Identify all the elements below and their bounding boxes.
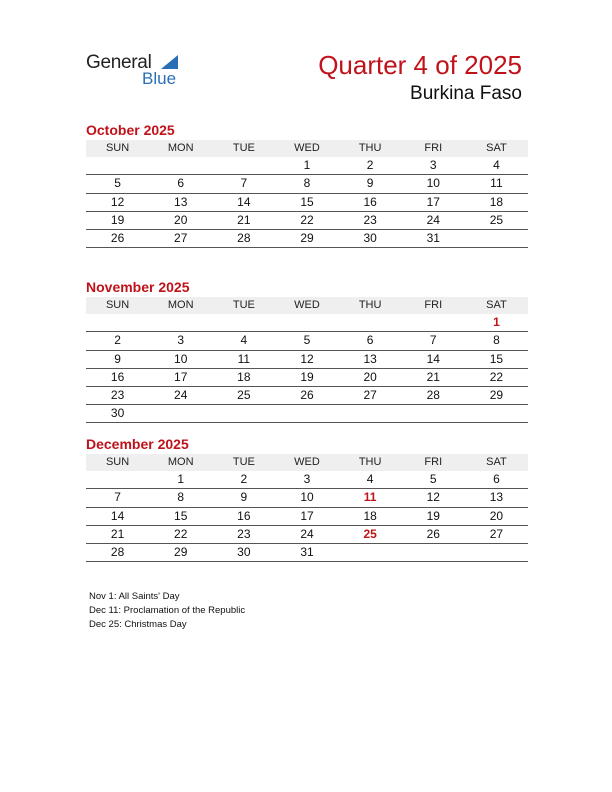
day-cell: 24 — [174, 387, 188, 402]
day-cell: 3 — [303, 472, 311, 487]
page-title: Quarter 4 of 2025 — [318, 50, 522, 80]
day-cell: 13 — [363, 351, 377, 366]
day-cell — [402, 314, 465, 331]
day-cell — [339, 544, 402, 561]
day-cell: 10 — [426, 176, 440, 191]
day-cell: 1 — [303, 158, 311, 173]
holiday-day-cell: 25 — [363, 526, 377, 541]
week-row — [86, 544, 528, 562]
day-cell: 21 — [237, 212, 251, 227]
day-cell: 13 — [489, 490, 504, 505]
day-cell: 30 — [237, 544, 251, 559]
day-cell — [402, 405, 465, 422]
week-row — [86, 369, 528, 387]
day-cell — [212, 405, 275, 422]
day-cell: 21 — [426, 369, 440, 384]
week-row — [86, 157, 528, 175]
day-cell: 10 — [174, 351, 188, 366]
day-cell: 5 — [303, 333, 311, 348]
day-cell: 8 — [493, 333, 500, 348]
week-row — [86, 194, 528, 212]
day-cell: 20 — [174, 212, 188, 227]
holiday-day-cell: 11 — [363, 490, 377, 505]
day-cell: 26 — [426, 526, 440, 541]
day-cell: 7 — [114, 490, 121, 505]
day-cell: 16 — [363, 194, 377, 209]
holiday-notes — [89, 590, 245, 632]
week-row — [86, 351, 528, 369]
day-cell: 2 — [114, 333, 121, 348]
week-row — [86, 230, 528, 248]
day-cell: 20 — [363, 369, 377, 384]
day-cell: 19 — [110, 212, 125, 227]
day-cell: 18 — [489, 194, 504, 209]
day-cell — [149, 405, 212, 422]
month-title: November 2025 — [86, 279, 190, 295]
day-cell: 8 — [177, 490, 185, 505]
day-cell: 7 — [429, 333, 437, 348]
day-cell — [275, 314, 338, 331]
day-cell: 2 — [366, 158, 374, 173]
day-cell: 23 — [110, 387, 125, 402]
weekday-label: WED — [294, 456, 320, 468]
day-cell — [465, 544, 528, 561]
day-cell — [86, 471, 149, 488]
holiday-note: Nov 1: All Saints' Day — [89, 591, 180, 602]
weekday-label: MON — [167, 142, 194, 154]
day-cell: 27 — [489, 526, 504, 541]
day-cell: 15 — [489, 351, 504, 366]
day-cell: 12 — [426, 490, 440, 505]
weekday-label: FRI — [424, 456, 443, 468]
weekday-label: WED — [294, 299, 320, 311]
day-cell — [402, 544, 465, 561]
day-cell: 24 — [426, 212, 440, 227]
day-cell: 19 — [426, 508, 440, 523]
day-cell: 14 — [426, 351, 440, 366]
day-cell: 30 — [110, 406, 125, 421]
day-cell: 3 — [177, 333, 185, 348]
weekday-label: MON — [167, 456, 194, 468]
weekday-label: THU — [358, 142, 382, 154]
day-cell — [212, 157, 275, 174]
weekday-header-row — [86, 454, 528, 471]
week-row — [86, 471, 528, 489]
weekday-header-row — [86, 140, 528, 157]
month-block — [86, 436, 528, 562]
holiday-note: Dec 25: Christmas Day — [89, 619, 187, 630]
weekday-label: WED — [294, 142, 320, 154]
weekday-label: SAT — [486, 456, 507, 468]
day-cell: 12 — [300, 351, 314, 366]
day-cell: 4 — [240, 333, 248, 348]
weekday-label: TUE — [232, 456, 255, 468]
day-cell: 30 — [363, 230, 377, 245]
month-block — [86, 122, 528, 248]
day-cell: 25 — [237, 387, 251, 402]
day-cell: 25 — [489, 212, 504, 227]
day-cell: 26 — [300, 387, 314, 402]
month-block — [86, 279, 528, 423]
day-cell: 29 — [174, 544, 188, 559]
day-cell: 9 — [366, 176, 374, 191]
day-cell: 22 — [300, 212, 314, 227]
weekday-label: TUE — [232, 142, 255, 154]
day-cell: 5 — [114, 176, 121, 191]
day-cell: 12 — [110, 194, 125, 209]
generalblue-logo — [86, 52, 196, 88]
weekday-label: SUN — [105, 456, 130, 468]
day-cell: 21 — [110, 526, 125, 541]
day-cell — [339, 314, 402, 331]
day-cell: 22 — [489, 369, 504, 384]
week-row — [86, 212, 528, 230]
day-cell: 31 — [426, 230, 440, 245]
day-cell: 14 — [110, 508, 125, 523]
logo-triangle-icon — [161, 55, 178, 69]
day-cell: 19 — [300, 369, 314, 384]
day-cell: 23 — [363, 212, 377, 227]
day-cell: 6 — [493, 472, 500, 487]
day-cell: 16 — [237, 508, 251, 523]
day-cell: 27 — [363, 387, 377, 402]
holiday-day-cell: 1 — [493, 315, 500, 330]
day-cell: 17 — [426, 194, 440, 209]
week-row — [86, 314, 528, 332]
day-cell — [465, 405, 528, 422]
weekday-label: SAT — [486, 142, 507, 154]
day-cell: 15 — [300, 194, 314, 209]
day-cell: 11 — [490, 176, 503, 191]
day-cell: 29 — [489, 387, 504, 402]
day-cell: 29 — [300, 230, 314, 245]
day-cell: 18 — [237, 369, 251, 384]
weekday-label: TUE — [232, 299, 255, 311]
day-cell: 13 — [174, 194, 188, 209]
day-cell: 23 — [237, 526, 251, 541]
day-cell — [275, 405, 338, 422]
week-row — [86, 332, 528, 350]
week-row — [86, 508, 528, 526]
day-cell — [212, 314, 275, 331]
day-cell: 4 — [366, 472, 374, 487]
day-cell: 14 — [237, 194, 251, 209]
day-cell: 10 — [300, 490, 314, 505]
country-name: Burkina Faso — [410, 83, 522, 104]
day-cell: 20 — [489, 508, 504, 523]
day-cell: 3 — [429, 158, 437, 173]
day-cell: 8 — [303, 176, 311, 191]
day-cell: 28 — [110, 544, 125, 559]
day-cell: 9 — [114, 351, 121, 366]
day-cell: 17 — [174, 369, 188, 384]
day-cell: 18 — [363, 508, 377, 523]
day-cell — [149, 314, 212, 331]
day-cell: 28 — [426, 387, 440, 402]
day-cell: 7 — [240, 176, 248, 191]
week-row — [86, 405, 528, 423]
day-cell: 9 — [240, 490, 248, 505]
month-title: October 2025 — [86, 122, 175, 138]
logo-general-text: General — [86, 52, 152, 73]
day-cell: 11 — [237, 351, 251, 366]
day-cell: 4 — [493, 158, 500, 173]
day-cell: 22 — [174, 526, 188, 541]
day-cell: 2 — [240, 472, 248, 487]
day-cell: 16 — [110, 369, 125, 384]
day-cell: 28 — [237, 230, 251, 245]
month-title: December 2025 — [86, 436, 189, 452]
day-cell: 27 — [174, 230, 188, 245]
day-cell: 26 — [110, 230, 125, 245]
week-row — [86, 526, 528, 544]
weekday-label: THU — [358, 299, 382, 311]
week-row — [86, 387, 528, 405]
weekday-label: FRI — [424, 299, 443, 311]
day-cell: 24 — [300, 526, 314, 541]
weekday-label: FRI — [424, 142, 443, 154]
week-row — [86, 489, 528, 507]
day-cell — [86, 157, 149, 174]
day-cell — [86, 314, 149, 331]
day-cell: 15 — [174, 508, 188, 523]
weekday-header-row — [86, 297, 528, 314]
day-cell — [339, 405, 402, 422]
day-cell: 6 — [177, 176, 185, 191]
day-cell — [149, 157, 212, 174]
day-cell: 5 — [429, 472, 437, 487]
weekday-label: SAT — [486, 299, 507, 311]
logo-blue-text: Blue — [142, 69, 177, 88]
holiday-note: Dec 11: Proclamation of the Republic — [89, 605, 246, 616]
day-cell — [465, 230, 528, 247]
weekday-label: SUN — [105, 142, 130, 154]
day-cell: 6 — [366, 333, 374, 348]
weekday-label: THU — [358, 456, 382, 468]
day-cell: 17 — [300, 508, 314, 523]
weekday-label: SUN — [105, 299, 130, 311]
week-row — [86, 175, 528, 193]
weekday-label: MON — [167, 299, 194, 311]
day-cell: 1 — [177, 472, 185, 487]
day-cell: 31 — [300, 544, 314, 559]
